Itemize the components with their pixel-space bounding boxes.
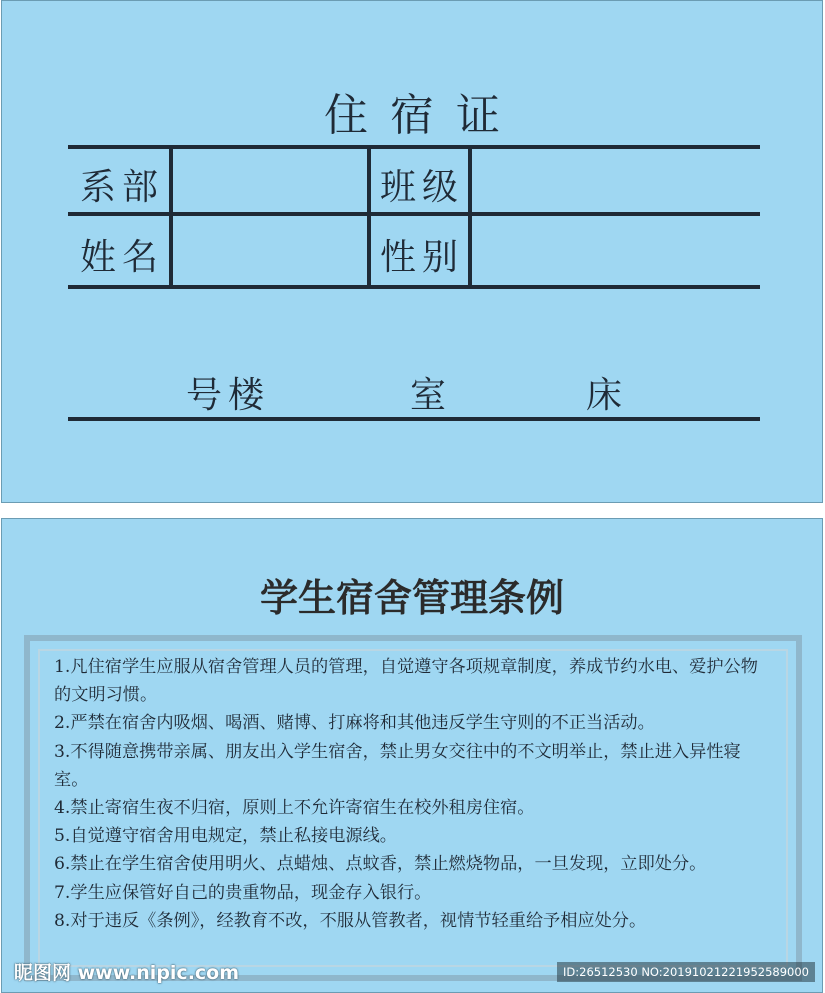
watermark-id: ID:26512530 NO:20191021221952589000 xyxy=(557,962,815,982)
rules-title: 学生宿舍管理条例 xyxy=(259,576,564,620)
address-line xyxy=(68,417,760,421)
rules-frame xyxy=(24,635,802,981)
rules-list xyxy=(54,653,774,935)
card-title: 住宿证 xyxy=(324,90,522,141)
name-label: 姓名 xyxy=(80,237,165,278)
rule-item: 6.禁止在学生宿舍使用明火、点蜡烛、点蚊香，禁止燃烧物品，一旦发现，立即处分。 xyxy=(54,854,707,875)
rule-item: 7.学生应保管好自己的贵重物品，现金存入银行。 xyxy=(54,882,432,903)
rule-item: 1.凡住宿学生应服从宿舍管理人员的管理，自觉遵守各项规章制度，养成节约水电、爱护公物的文明习惯。 xyxy=(54,657,758,706)
rule-item: 5.自觉遵守宿舍用电规定，禁止私接电源线。 xyxy=(54,826,397,847)
gender-label: 性别 xyxy=(380,237,465,278)
class-label: 班级 xyxy=(380,167,465,208)
table-divider-3 xyxy=(468,145,472,289)
rule-item: 3.不得随意携带亲属、朋友出入学生宿舍，禁止男女交往中的不文明举止，禁止进入异性寝室。 xyxy=(54,741,741,790)
building-label: 号楼 xyxy=(186,375,271,416)
room-label: 室 xyxy=(410,375,453,416)
dormitory-card-back xyxy=(1,518,823,993)
dormitory-card-front xyxy=(1,0,823,503)
watermark-site: 昵图网 www.nipic.com xyxy=(14,962,240,984)
rule-item: 4.禁止寄宿生夜不归宿，原则上不允许寄宿生在校外租房住宿。 xyxy=(54,798,535,819)
department-label: 系部 xyxy=(80,167,165,208)
bed-label: 床 xyxy=(586,375,629,416)
rule-item: 2.严禁在宿舍内吸烟、喝酒、赌博、打麻将和其他违反学生守则的不正当活动。 xyxy=(54,713,655,734)
table-divider-1 xyxy=(169,145,173,289)
rule-item: 8.对于违反《条例》，经教育不改，不服从管教者，视情节轻重给予相应处分。 xyxy=(54,910,647,931)
table-divider-2 xyxy=(367,145,371,289)
